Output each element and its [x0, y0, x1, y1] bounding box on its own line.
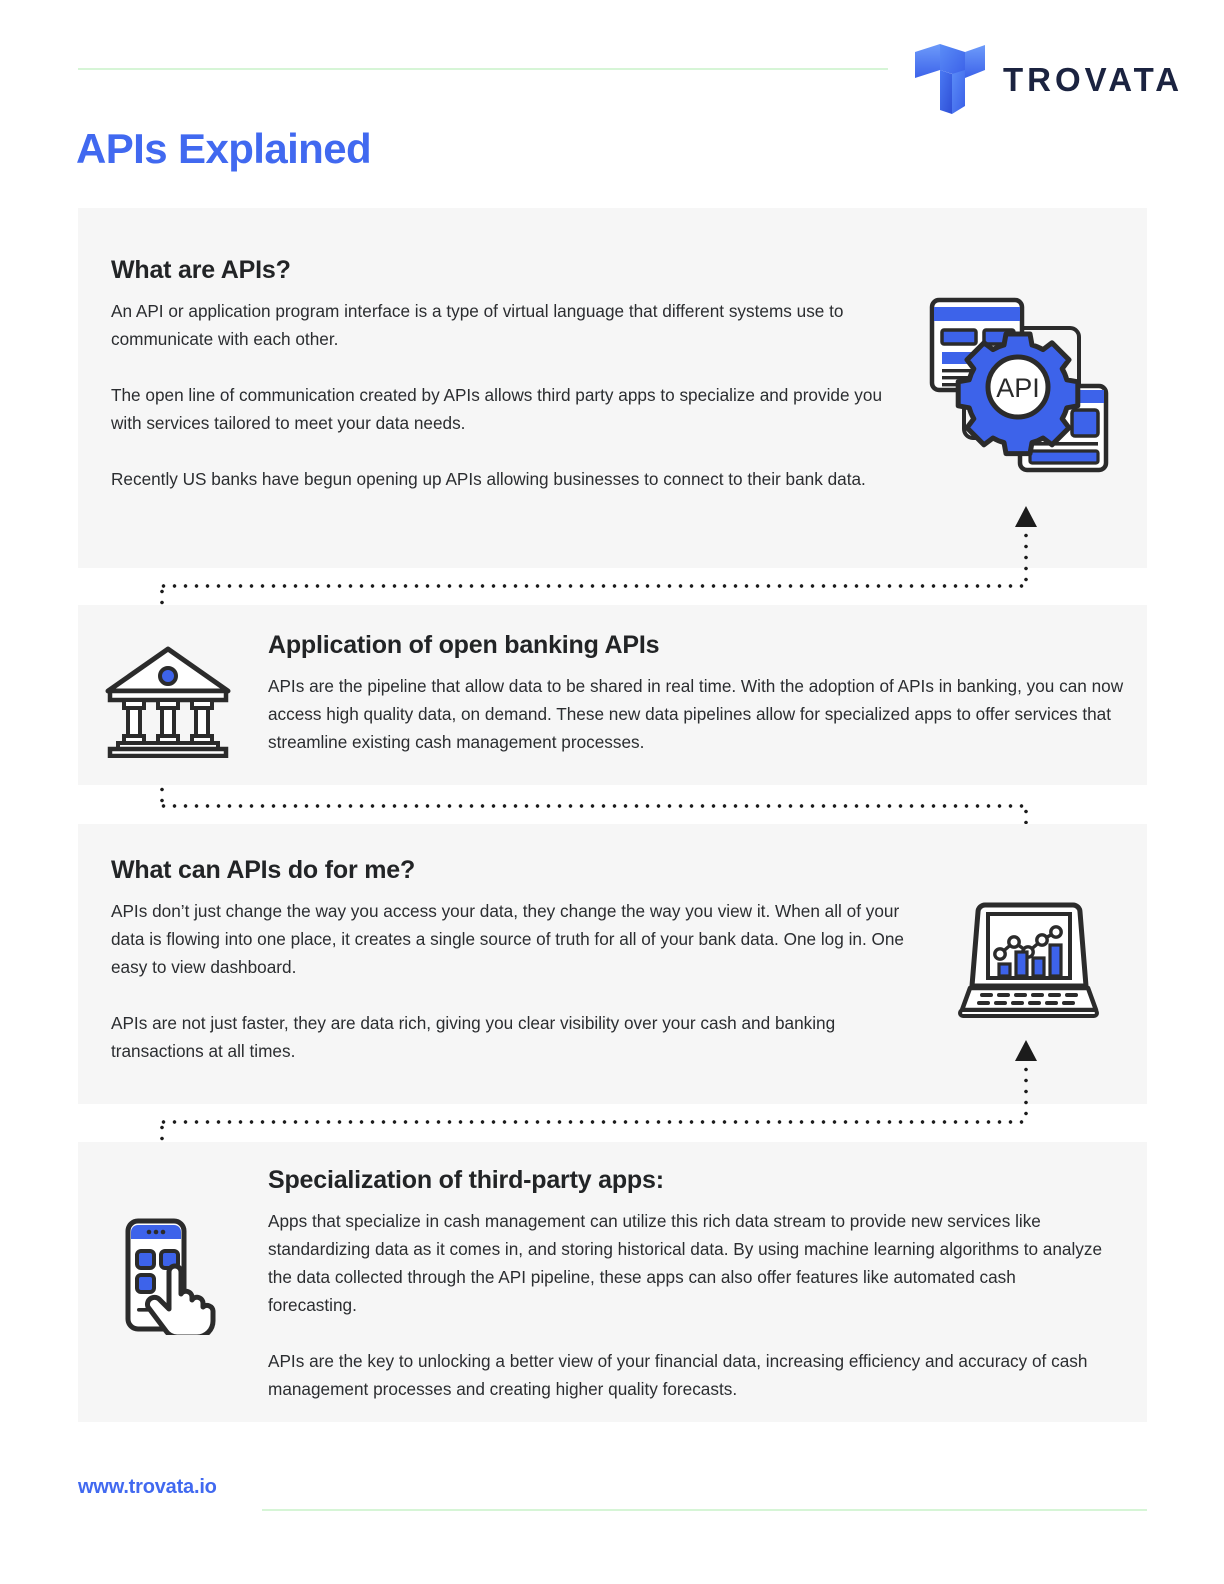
paragraph: APIs don’t just change the way you access your data, they change the way you view it. When all of your data is flowing into one place, it creates a single source of truth for all of your bank data. One log in. One easy to view dashboard.	[111, 901, 904, 977]
paragraph: Recently US banks have begun opening up APIs allowing businesses to connect to their bank data.	[111, 469, 866, 489]
api-gear-label: API	[996, 373, 1040, 403]
section-heading: What can APIs do for me?	[111, 856, 416, 884]
connector-horizontal-2to3	[158, 804, 1026, 808]
connector-vertical-section1	[1024, 530, 1028, 586]
section-body	[268, 1207, 1108, 1403]
trovata-logo-mark	[905, 40, 991, 118]
section-heading: Specialization of third-party apps:	[268, 1166, 664, 1194]
section-heading: What are APIs?	[111, 256, 291, 284]
section-body	[111, 297, 911, 493]
paragraph: Apps that specialize in cash management can utilize this rich data stream to provide new services like standardizing data as it comes in, and storing historical data. By using machine learning algorithms to analyze the data collected through the API pipeline, these apps can also offer features like automated cash forecasting.	[268, 1211, 1103, 1315]
api-gear-windows-icon	[920, 290, 1115, 485]
bank-building-icon	[104, 643, 232, 758]
connector-arrow-up-section3	[1015, 1040, 1037, 1061]
section-body	[111, 897, 931, 1065]
section-panel-specialization	[78, 1142, 1147, 1422]
connector-horizontal-1to2	[158, 584, 1026, 588]
paragraph: APIs are the key to unlocking a better view of your financial data, increasing efficiency and accuracy of cash management processes and creating higher quality forecasts.	[268, 1351, 1088, 1399]
section-panel-open-banking	[78, 605, 1147, 785]
connector-arrow-up-section1	[1015, 506, 1037, 527]
footer-website-link[interactable]: www.trovata.io	[78, 1476, 217, 1498]
connector-vertical-section3-bottom	[1024, 1064, 1028, 1122]
brand-wordmark: TROVATA	[1003, 60, 1184, 98]
paragraph: The open line of communication created by APIs allows third party apps to specialize and provide you with services tailored to meet your data needs.	[111, 385, 883, 433]
page-title: APIs Explained	[76, 125, 372, 172]
connector-horizontal-3to4	[158, 1120, 1026, 1124]
laptop-dashboard-chart-icon	[956, 900, 1101, 1020]
trovata-logo	[905, 40, 1184, 118]
paragraph: An API or application program interface is a type of virtual language that different systems use to communicate with each other.	[111, 301, 844, 349]
header-divider	[78, 68, 888, 70]
smartphone-tap-apps-icon	[120, 1215, 216, 1335]
section-heading: Application of open banking APIs	[268, 631, 660, 659]
footer-divider	[262, 1509, 1147, 1511]
paragraph: APIs are not just faster, they are data rich, giving you clear visibility over your cash and banking transactions at all times.	[111, 1013, 836, 1061]
section-body	[268, 672, 1126, 756]
paragraph: APIs are the pipeline that allow data to be shared in real time. With the adoption of APIs in banking, you can now access high quality data, on demand. These new data pipelines allow for specialized apps to offer services that streamline existing cash management processes.	[268, 676, 1124, 752]
